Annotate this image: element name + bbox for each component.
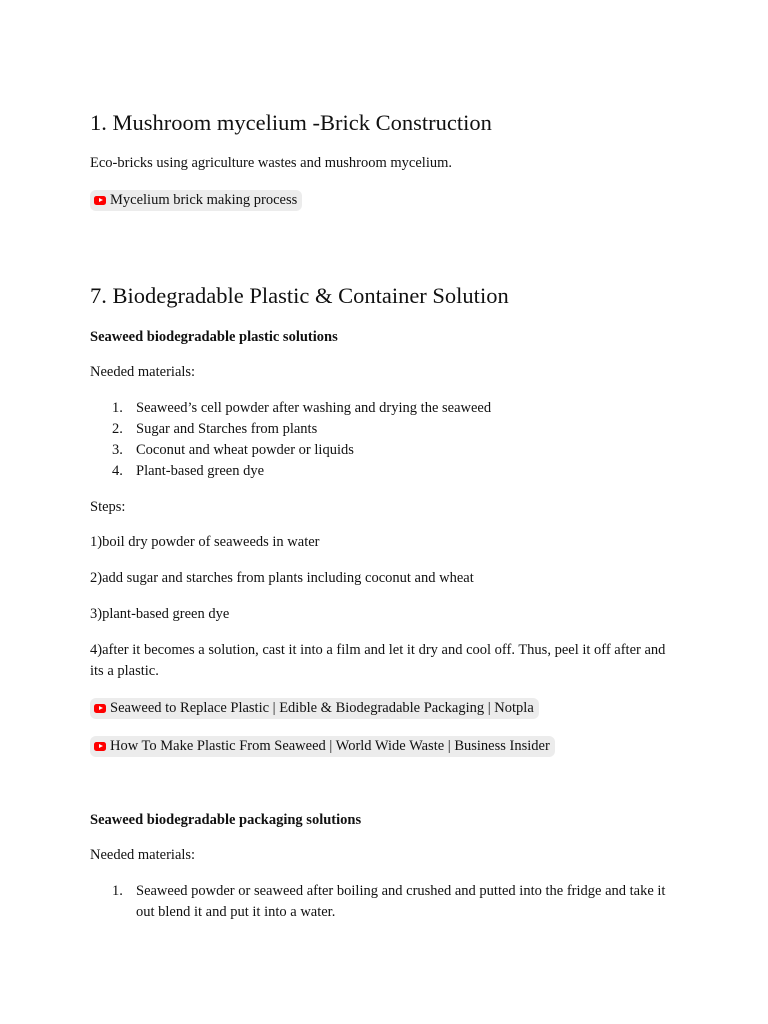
list-item	[90, 419, 680, 440]
youtube-icon	[94, 742, 106, 751]
list-text: Plant-based green dye	[136, 463, 265, 479]
list-number: 1.	[112, 400, 123, 416]
packaging-subheading: Seaweed biodegradable packaging solutions	[90, 812, 362, 828]
list-item	[90, 881, 680, 923]
list-number: 3.	[112, 442, 123, 458]
packaging-materials-list	[90, 881, 680, 923]
plastic-materials-list	[90, 398, 680, 482]
list-number: 2.	[112, 421, 123, 437]
step-1: 1)boil dry powder of seaweeds in water	[90, 534, 320, 550]
plastic-subheading: Seaweed biodegradable plastic solutions	[90, 329, 338, 345]
steps-label: Steps:	[90, 499, 126, 515]
list-text: Sugar and Starches from plants	[136, 421, 318, 437]
list-text: Seaweed powder or seaweed after boiling and crushed and putted into the fridge and take it out blend it and put it into a water.	[136, 883, 666, 920]
list-item	[90, 440, 680, 461]
plastic-materials-label: Needed materials:	[90, 364, 196, 380]
packaging-materials-label: Needed materials:	[90, 847, 196, 863]
list-text: Coconut and wheat powder or liquids	[136, 442, 354, 458]
section-1-description: Eco-bricks using agriculture wastes and mushroom mycelium.	[90, 155, 453, 171]
link-label: Seaweed to Replace Plastic | Edible & Biodegradable Packaging | Notpla	[110, 700, 534, 716]
list-item	[90, 398, 680, 419]
list-number: 1.	[112, 883, 123, 899]
mycelium-video-link[interactable]	[90, 190, 302, 211]
list-text: Seaweed’s cell powder after washing and drying the seaweed	[136, 400, 492, 416]
section-1-heading: 1. Mushroom mycelium -Brick Construction	[90, 110, 492, 135]
notpla-video-link[interactable]	[90, 698, 539, 719]
section-7-heading: 7. Biodegradable Plastic & Container Solution	[90, 283, 509, 308]
youtube-icon	[94, 704, 106, 713]
list-item	[90, 461, 680, 482]
step-2: 2)add sugar and starches from plants including coconut and wheat	[90, 570, 474, 586]
step-4: 4)after it becomes a solution, cast it into a film and let it dry and cool off. Thus, peel it off after and its a plastic.	[90, 642, 666, 679]
list-number: 4.	[112, 463, 123, 479]
step-3: 3)plant-based green dye	[90, 606, 230, 622]
link-label: Mycelium brick making process	[110, 192, 298, 208]
youtube-icon	[94, 196, 106, 205]
link-label: How To Make Plastic From Seaweed | World Wide Waste | Business Insider	[110, 738, 550, 754]
business-insider-video-link[interactable]	[90, 736, 555, 757]
